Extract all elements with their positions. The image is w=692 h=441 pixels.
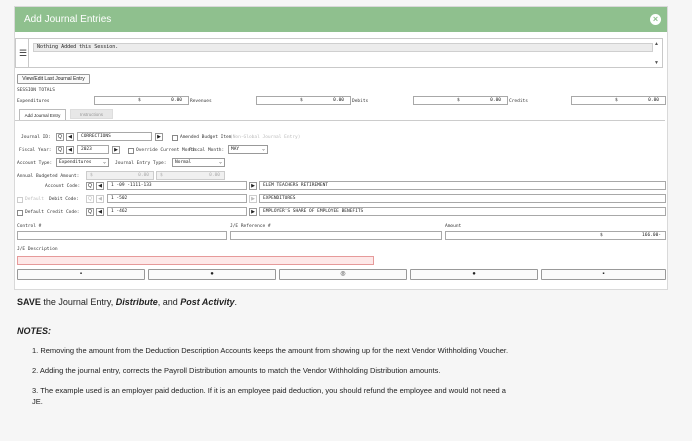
fiscal-month-label: Fiscal Month: [189,148,225,153]
expenditures-total: $ 0.00 [94,96,189,105]
journal-id-label: Journal ID: [21,135,51,140]
view-edit-last-entry-button[interactable]: View/Edit Last Journal Entry [17,74,90,84]
cancel-button[interactable] [279,269,407,280]
fiscal-month-select[interactable]: MAY ⌄ [228,145,268,154]
debits-label: Debits [352,99,369,104]
prev-arrow-icon[interactable]: ◀ [66,133,74,141]
next-arrow-icon[interactable]: ▶ [249,195,257,203]
search-icon[interactable]: Q [86,182,94,190]
scroll-up-icon[interactable]: ▲ [654,41,659,47]
account-code-field[interactable]: 1 -09 -1111-133 [107,181,247,190]
override-month-label: Override Current Month [136,148,196,153]
prev-arrow-icon[interactable]: ◀ [96,195,104,203]
help-button[interactable] [410,269,538,280]
default-debit-checkbox[interactable] [17,197,23,203]
next-arrow-icon[interactable]: ▶ [249,208,257,216]
annual-budget-field-2: $ 0.00 [156,171,225,180]
credit-code-description: EMPLOYER'S SHARE OF EMPLOYEE BENEFITS [259,207,666,216]
prev-arrow-icon[interactable]: ◀ [96,182,104,190]
next-arrow-icon[interactable]: ▶ [155,133,163,141]
control-number-field[interactable] [17,231,227,240]
amended-hint: (Non-Global Journal Entry) [230,135,301,140]
scroll-down-icon[interactable]: ▼ [654,60,659,66]
prev-arrow-icon[interactable]: ◀ [96,208,104,216]
tab-instructions[interactable]: Instructions [70,109,113,119]
default-debit-label: Default [25,197,44,202]
amended-budget-checkbox[interactable] [172,135,178,141]
account-code-description: ELEM TEACHERS RETIREMENT [259,181,666,190]
je-reference-label: J/E Reference # [230,224,271,229]
entry-type-select[interactable]: Normal ⌄ [172,158,225,167]
close-icon[interactable]: × [650,14,661,25]
chevron-down-icon: ⌄ [218,159,222,165]
session-message-area [15,38,663,68]
je-reference-field[interactable] [230,231,442,240]
default-credit-label: Default [25,210,44,215]
divider [28,39,29,67]
revenues-label: Revenues [190,99,212,104]
debit-code-description: EXPENDITURES [259,194,666,203]
amended-budget-label: Amended Budget Item [180,135,232,140]
control-label: Control # [17,224,42,229]
search-icon[interactable]: Q [86,208,94,216]
account-type-select[interactable]: Expenditures ⌄ [56,158,109,167]
chevron-down-icon: ⌄ [261,146,265,152]
next-arrow-icon[interactable]: ▶ [112,146,120,154]
post-activity-word: Post Activity [180,297,235,307]
debits-total: $ 0.00 [413,96,508,105]
expenditures-label: Expenditures [17,99,50,104]
save-button[interactable] [17,269,145,280]
debit-code-label: Debit Code: [49,197,79,202]
journal-id-field[interactable]: CORRECTIONS [77,132,152,141]
default-credit-checkbox[interactable] [17,210,23,216]
add-journal-entries-dialog [14,6,668,290]
list-icon[interactable]: ☰ [19,48,28,58]
credits-label: Credits [509,99,528,104]
debit-code-field[interactable]: 1 -502 [107,194,247,203]
note-3: 3. The example used is an employer paid deduction. If it is an employee paid deduction, you should refund the employee and would not need a [32,386,506,395]
instruction-text: , and [157,297,181,307]
notes-heading: NOTES: [17,326,52,336]
amount-field[interactable]: $ 166.00- [445,231,666,240]
amount-label: Amount [445,224,462,229]
help-circle-icon: ● [472,271,476,277]
fiscal-year-field[interactable]: 2023 [77,145,109,154]
prev-arrow-icon[interactable]: ◀ [66,146,74,154]
chevron-down-icon: ⌄ [102,159,106,165]
session-totals-label: SESSION TOTALS [17,88,55,93]
account-type-label: Account Type: [17,161,53,166]
search-icon[interactable]: Q [56,146,64,154]
note-2: 2. Adding the journal entry, corrects the Payroll Distribution amounts to match the Vendor Withholding Distribution amounts. [32,366,441,375]
search-icon[interactable]: Q [86,195,94,203]
save-icon: ▪ [79,271,83,277]
account-code-label: Account Code: [45,184,81,189]
note-1: 1. Removing the amount from the Deduction Description Accounts keeps the amount from showing up for the next Vendor Withholding Voucher. [32,346,509,355]
entry-type-label: Journal Entry Type: [115,161,167,166]
fiscal-year-label: Fiscal Year: [19,148,52,153]
post-activity-button[interactable] [541,269,666,280]
note-3-continued: JE. [32,397,43,406]
je-description-label: J/E Description [17,247,58,252]
credits-total: $ 0.00 [571,96,666,105]
annual-budget-label: Annual Budgeted Amount: [17,174,80,179]
next-arrow-icon[interactable]: ▶ [249,182,257,190]
check-circle-icon: ● [210,271,214,277]
override-month-checkbox[interactable] [128,148,134,154]
tab-add-journal-entry[interactable]: Add Journal Entry [19,109,66,120]
post-icon: ▪ [602,271,605,277]
annual-budget-field: $ 0.00 [86,171,154,180]
instruction-text: . [234,297,237,307]
session-message: Nothing Added this Session. [33,43,653,52]
dialog-title: Add Journal Entries [24,14,112,25]
je-description-field[interactable] [17,256,374,265]
revenues-total: $ 0.00 [256,96,351,105]
search-icon[interactable]: Q [56,133,64,141]
instruction-line [17,297,237,307]
instruction-text: the Journal Entry, [40,297,116,307]
save-word: SAVE [17,297,41,307]
distribute-button[interactable] [148,269,276,280]
credit-code-field[interactable]: 1 -462 [107,207,247,216]
dialog-titlebar [15,7,667,32]
cancel-circle-icon: ◎ [340,271,346,277]
tab-divider [15,120,665,121]
distribute-word: Distribute [115,297,158,307]
credit-code-label: Credit Code: [47,210,80,215]
